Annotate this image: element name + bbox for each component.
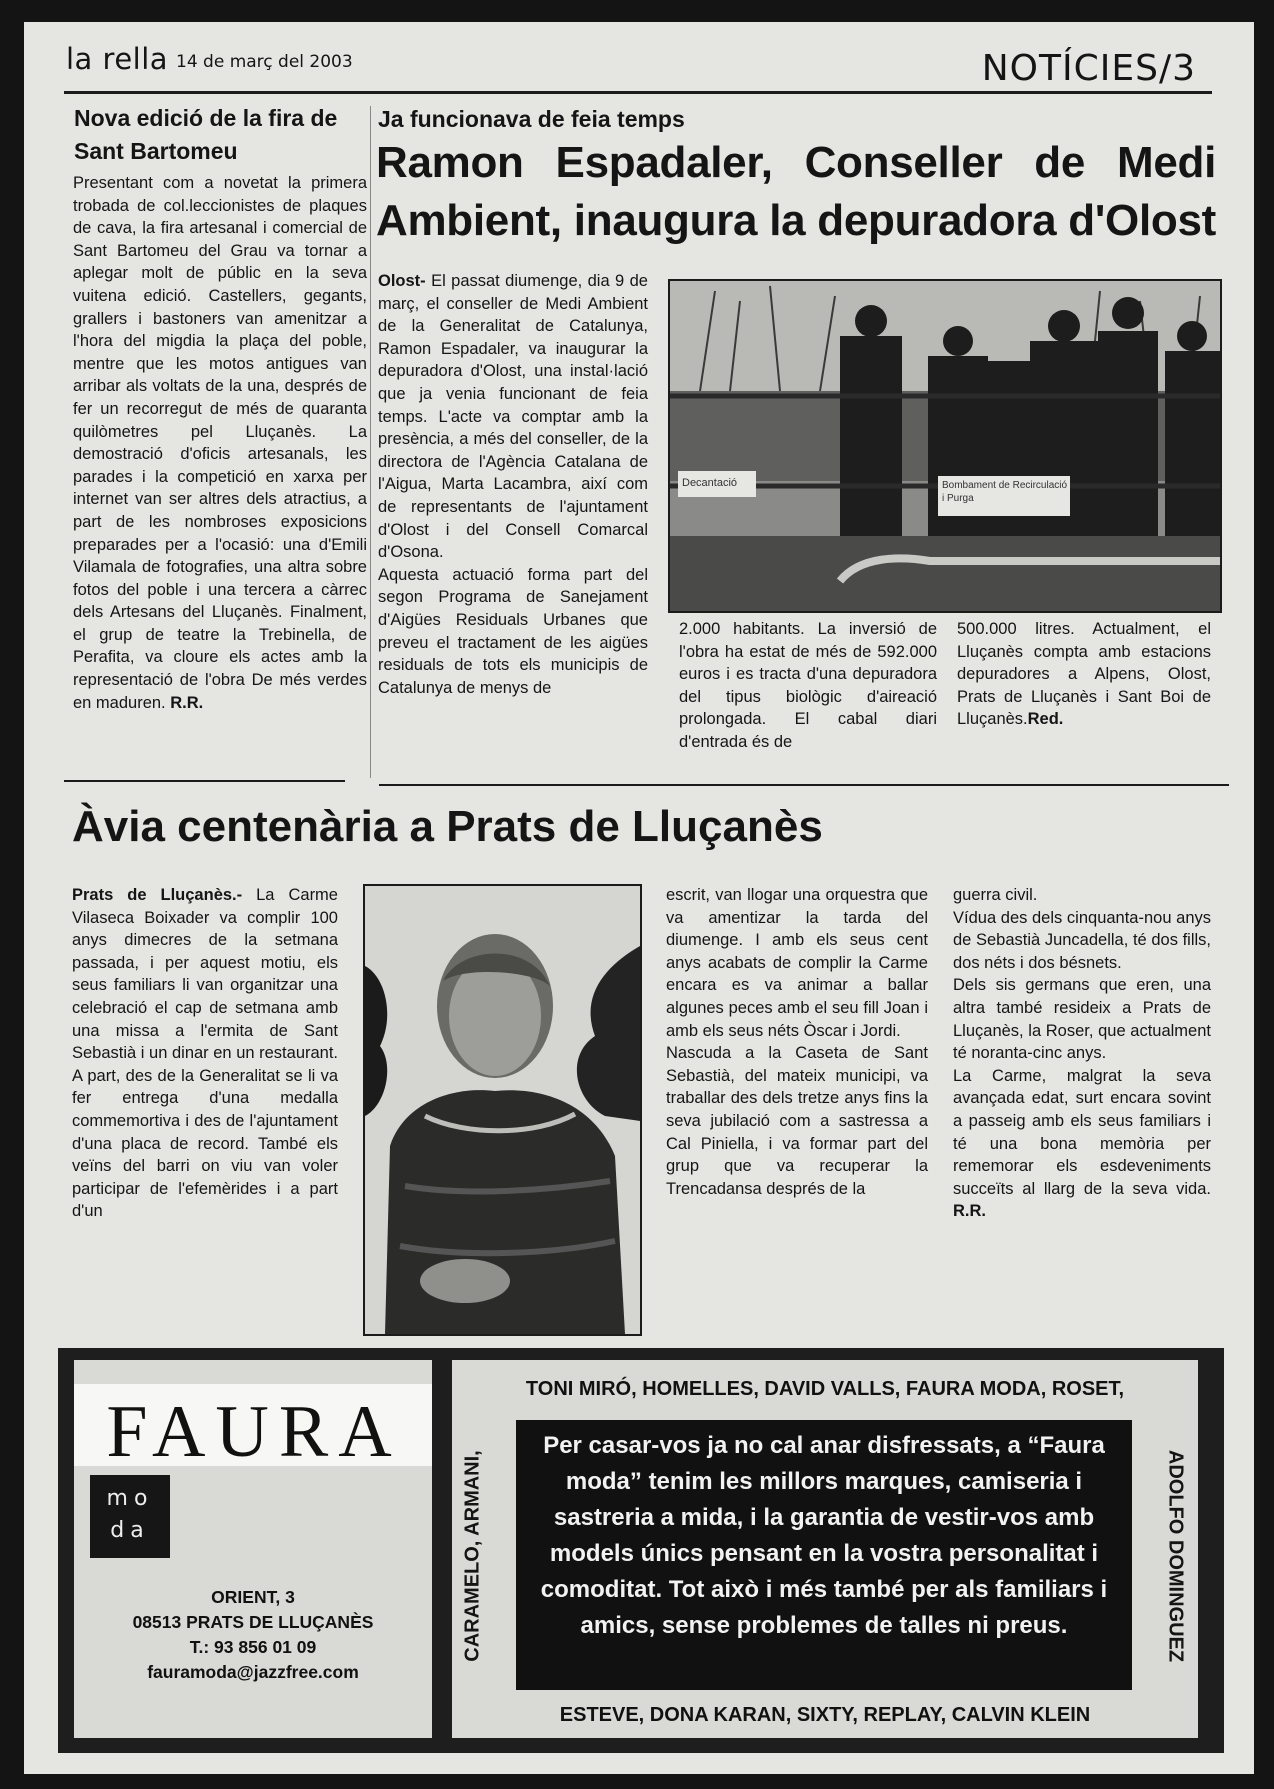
publication-name: la rella xyxy=(66,42,169,76)
grandmother-portrait xyxy=(363,884,642,1336)
photo-sign-decantacio: Decantació xyxy=(682,477,738,489)
brands-top-row: TONI MIRÓ, HOMELLES, DAVID VALLS, FAURA MODA, ROSET, xyxy=(525,1378,1125,1400)
store-contact xyxy=(74,1585,432,1685)
main-article-headline: Ramon Espadaler, Conseller de Medi Ambient, inaugura la depuradora d'Olost xyxy=(376,138,1216,245)
divider-left xyxy=(64,780,345,782)
newspaper-page xyxy=(24,22,1254,1774)
inauguration-photo xyxy=(668,279,1222,613)
second-article-col3 xyxy=(953,884,1211,1223)
brands-right-column xyxy=(1160,1422,1190,1690)
column-divider xyxy=(370,106,371,778)
second-article-col3c-text: Dels sis germans que eren, una altra també resideix a Prats de Lluçanès, la Roser, que actualment té noranta-cinc anys. xyxy=(953,976,1211,1063)
second-article-col1-text: La Carme Vilaseca Boixader va complir 100 anys dimecres de la setmana passada, i per aquest motiu, els seus familiars li van organitzar una celebració el cap de setmana amb una missa a l'ermita de Sant Sebastià i un dinar en un restaurant. A part, des de la Generalitat se li va fer entrega d'una medalla commemortiva i des de l'ajuntament d'una placa de record. També els veïns del barri on viu van voler participar de l'efemèrides i a part d'un xyxy=(72,886,339,1221)
main-article-col1b-text: Aquesta actuació forma part del segon Programa de Sanejament d'Aigües Residuals Urbanes que preveu el tractament de les aigües residuals de tots els municipis de Catalunya de menys de xyxy=(378,565,648,697)
brands-left-column xyxy=(458,1422,488,1690)
second-article-col2 xyxy=(666,884,928,1200)
inauguration-photo-illustration xyxy=(670,281,1220,611)
brands-right-text: ADOLFO DOMINGUEZ xyxy=(1164,1449,1187,1663)
left-article-title: Nova edició de la fira de Sant Bartomeu xyxy=(74,105,338,164)
moda-line-1: mo xyxy=(106,1486,154,1511)
second-article-dateline: Prats de Lluçanès.- xyxy=(72,886,243,904)
main-article-col2: 2.000 habitants. La inversió de l'obra ha estat de més de 592.000 euros i es tracta d'una depuradora del tipus biològic d'aireació prolongada. El cabal diari d'entrada és de xyxy=(679,620,937,751)
ad-slogan: Per casar-vos ja no cal anar disfressats, a “Faura moda” tenim les millors marques, camiseria i sastreria a mida, i la garantia de vestir-vos amb models únics pensant en la vostra personalitat i comoditat. Tot això i més també per als familiars i amics, sense problemes de talles ni preus. xyxy=(516,1420,1132,1690)
store-email: fauramoda@jazzfree.com xyxy=(147,1662,359,1682)
left-article-signature: R.R. xyxy=(170,693,204,712)
ad-brand-panel xyxy=(74,1360,432,1738)
second-article-headline: Àvia centenària a Prats de Lluçanès xyxy=(72,802,823,851)
issue-date: 14 de març del 2003 xyxy=(176,52,353,72)
second-article-signature: R.R. xyxy=(953,1202,986,1221)
photo-sign-bombament: Bombament de Recirculació i Purga xyxy=(942,480,1068,504)
brand-logo-text: FAURA xyxy=(106,1391,402,1473)
main-article-dateline: Olost- xyxy=(378,272,426,290)
moda-line-2: da xyxy=(110,1518,150,1543)
ad-brands-panel xyxy=(452,1360,1198,1738)
moda-logo-box xyxy=(90,1475,170,1558)
second-article-col2-text: escrit, van llogar una orquestra que va amentizar la tarda del diumenge. I amb els seus cent anys acabats de complir la Carme encara es va animar a ballar algunes peces amb el seu fill Joan i amb els seus néts Òscar i Jordi. xyxy=(666,886,928,1040)
second-article-col3-text: guerra civil. xyxy=(953,886,1038,904)
main-article-col3-text: 500.000 litres. Actualment, el Lluçanès compta amb estacions depuradores a Alpens, Olost, Prats de Lluçanès i Sant Boi de Lluçanès. xyxy=(957,620,1211,729)
brands-bottom-row: ESTEVE, DONA KARAN, SIXTY, REPLAY, CALVIN KLEIN xyxy=(559,1704,1091,1726)
second-article-col1 xyxy=(72,884,338,1223)
grandmother-portrait-illustration xyxy=(365,886,640,1334)
main-article-col1 xyxy=(378,270,648,699)
left-article-body xyxy=(73,172,367,714)
divider-right xyxy=(379,784,1229,786)
top-rule xyxy=(64,91,1212,94)
store-phone: T.: 93 856 01 09 xyxy=(189,1637,317,1657)
main-article-kicker: Ja funcionava de feia temps xyxy=(378,106,685,132)
second-article-col3b-text: Vídua des dels cinquanta-nou anys de Sebastià Juncadella, té dos fills, dos néts i dos bésnets. xyxy=(953,908,1211,972)
brands-left-text: CARAMELO, ARMANI, xyxy=(461,1450,484,1662)
second-article-col2b-text: Nascuda a la Caseta de Sant Sebastià, del mateix municipi, va traballar des dels tretze anys fins la seva jubilació com a sastressa a Cal Piniella, i va formar part del grup que va recuperar la Trencadansa després de la xyxy=(666,1044,928,1198)
store-address-city: 08513 PRATS DE LLUÇANÈS xyxy=(132,1612,374,1632)
second-article-col3d-text: La Carme, malgrat la seva avançada edat, surt encara sovint a passeig amb els seus familiars i té una bona memòria per rememorar els esdeveniments succeïts al llarg de la seva vida. xyxy=(953,1066,1211,1198)
faura-moda-advertisement xyxy=(58,1348,1224,1753)
store-address-street: ORIENT, 3 xyxy=(211,1587,295,1607)
main-article-col3 xyxy=(957,618,1211,731)
left-article-text: Presentant com a novetat la primera trobada de col.leccionistes de plaques de cava, la fira artesanal i comercial de Sant Bartomeu del Grau va tornar a aplegar molt de públic en la seva vuitena edició. Castellers, gegants, grallers i bastoners van amenitzar a l'hora del migdia la plaça del poble, mentre que les motos antigues van arribar als voltats de la una, després de fer un recorregut de més de quaranta quilòmetres pel Lluçanès. La demostració d'oficis artesanals, les parades i la competició en xarxa per internet van ser altres dels atractius, a part de les nombroses exposicions preparades per a l'ocasió: una d'Emili Vilamala de fotografies, una altra sobre fotos del poble i una tercera a càrrec dels Artesans del Lluçanès. Finalment, el grup de teatre la Trebinella, de Perafita, va cloure els actes amb la representació de l'obra De més verdes en maduren. xyxy=(73,174,367,712)
main-article-col1-text: El passat diumenge, dia 9 de març, el conseller de Medi Ambient de la Generalitat de Catalunya, Ramon Espadaler, va inaugurar la depuradora d'Olost, una instal·lació que ja venia funcionant de feia temps. L'acte va comptar amb la presència, a més del conseller, de la directora de l'Agència Catalana de l'Aigua, Marta Lacambra, així com de representants de l'ajuntament d'Olost i del Consell Comarcal d'Osona. xyxy=(378,272,648,562)
main-article-signature: Red. xyxy=(1027,710,1064,729)
section-title: NOTÍCIES/3 xyxy=(981,48,1196,89)
